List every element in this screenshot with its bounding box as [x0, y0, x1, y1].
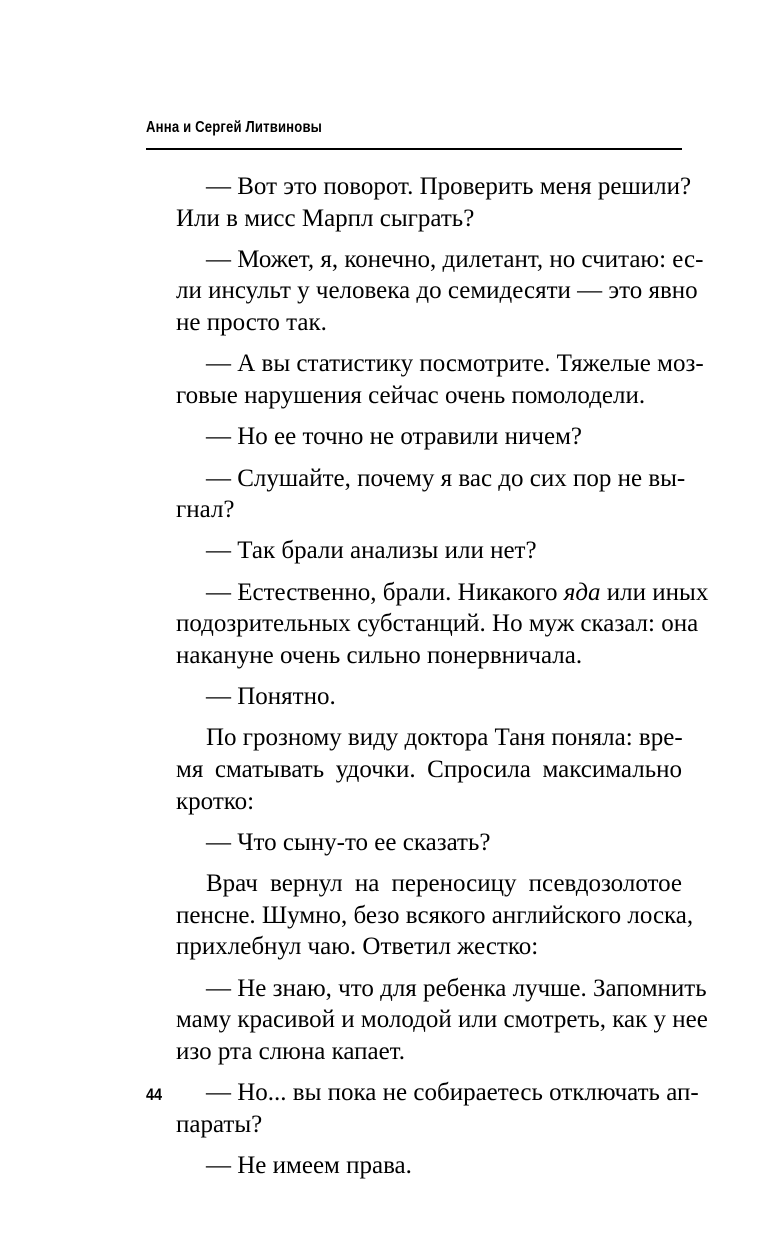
paragraph — [146, 1077, 699, 1140]
page-number: 44 — [146, 1085, 163, 1104]
text-fragment: или иных — [600, 578, 709, 606]
text-line: — А вы статистику посмотрите. Тяжелые моз- — [206, 350, 704, 378]
italic-word: яда — [563, 578, 601, 606]
text-line: По грозному виду доктора Таня поняла: вре- — [206, 724, 683, 752]
text-line: прихлебнул чаю. Ответил жестко: — [176, 933, 539, 961]
running-title: Анна и Сергей Литвиновы — [146, 119, 323, 136]
body-text — [146, 171, 709, 1191]
paragraph — [146, 681, 682, 713]
text-line: Врач вернул на переносицу псевдозолотое — [206, 870, 682, 898]
text-line: маму красивой и молодой или смотреть, как у нее — [176, 1006, 708, 1034]
paragraph — [146, 868, 694, 963]
text-fragment: — Естественно, брали. Никакого — [206, 578, 564, 606]
text-line: параты? — [176, 1110, 263, 1138]
paragraph — [146, 535, 682, 567]
paragraph — [146, 348, 704, 411]
text-line: Или в мисс Марпл сыграть? — [176, 204, 475, 232]
text-line: не просто так. — [176, 309, 327, 337]
paragraph — [146, 973, 708, 1068]
text-line: ли инсульт у человека до семидесяти — это явно — [176, 277, 698, 305]
paragraph — [146, 722, 682, 817]
text-line: — Что сыну-то ее сказать? — [206, 828, 491, 856]
paragraph — [146, 244, 704, 339]
text-line: — Может, я, конечно, дилетант, но считаю: ес- — [206, 245, 704, 273]
paragraph — [146, 171, 692, 234]
paragraph — [146, 1150, 682, 1182]
text-line: мя сматывать удочки. Спросила максимально — [176, 756, 682, 783]
running-header — [146, 118, 682, 150]
text-line — [146, 577, 709, 609]
text-line: — Вот это поворот. Проверить меня решили? — [206, 173, 692, 200]
text-line: изо рта слюна капает. — [176, 1037, 405, 1065]
text-line: — Но... вы пока не собираетесь отключать ап- — [206, 1079, 699, 1107]
paragraph — [146, 577, 709, 672]
text-line: — Но ее точно не отравили ничем? — [206, 423, 583, 451]
text-line: кротко: — [176, 787, 255, 815]
text-line: — Слушайте, почему я вас до сих пор не вы- — [206, 464, 686, 492]
text-line: гнал? — [176, 496, 235, 524]
text-line: — Не знаю, что для ребенка лучше. Запомнить — [206, 974, 707, 1002]
text-line: — Понятно. — [206, 683, 336, 711]
paragraph — [146, 827, 682, 859]
text-line: пенсне. Шумно, безо всякого английского лоска, — [176, 901, 694, 929]
text-line: — Так брали анализы или нет? — [206, 537, 537, 565]
paragraph — [146, 421, 682, 453]
text-line: подозрительных субстанций. Но муж сказал: она — [176, 610, 699, 638]
text-line: говые нарушения сейчас очень помолодели. — [176, 381, 646, 409]
text-line: накануне очень сильно понервничала. — [176, 641, 583, 669]
text-line: — Не имеем права. — [206, 1151, 412, 1179]
paragraph — [146, 463, 686, 526]
